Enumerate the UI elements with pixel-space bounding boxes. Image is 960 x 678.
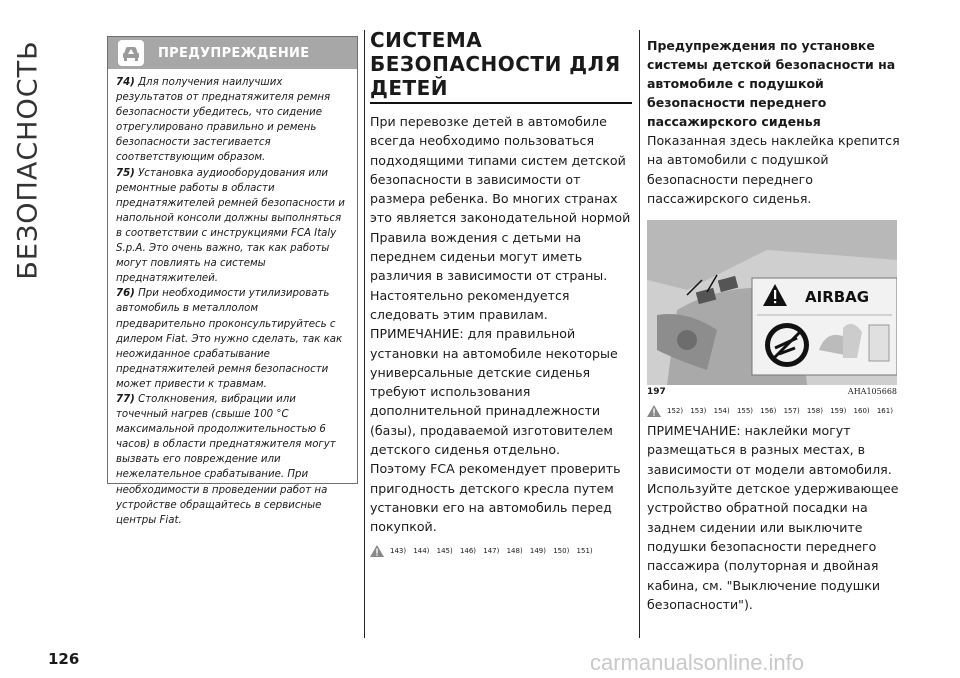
warning-refs <box>647 405 912 417</box>
child-safety-column <box>370 28 632 557</box>
warning-item-number: 76) <box>116 288 135 300</box>
airbag-column <box>647 36 912 614</box>
figure-number: 197 <box>647 387 666 398</box>
warning-item <box>116 392 349 528</box>
car-interior-image <box>647 220 897 385</box>
intro-text: Показанная здесь наклейка крепится на автомобили с подушкой безопасности переднего пассажирского сиденья. <box>647 133 900 206</box>
warning-item-text: Установка аудиооборудования или ремонтные работы в области преднатяжителей ремней безопасности и напольной консоли должны выполняться в соответствии с инструкциями FCA Italy S.p.A. Это очень важно, так как работы могут повлиять на системы преднатяжителей. <box>116 167 345 285</box>
warning-item-text: При необходимости утилизировать автомобиль в металлолом предварительно проконсультируйтесь с дилером Fiat. Это нужно сделать, так как неожиданное срабатывание преднатяжителей ремня безопасности может привести к травмам. <box>116 288 343 390</box>
warning-title: ПРЕДУПРЕЖДЕНИЕ <box>158 45 310 61</box>
paragraph: При перевозке детей в автомобиле всегда необходимо пользоваться подходящими типами систем детской безопасности в зависимости от размера ребенка. Во многих странах это является законодательной нормой Правила вождения с детьми на переднем сиденьи могут иметь различия в зависимости от страны. Настоятельно рекомендуется следовать этим правилам. <box>370 114 631 322</box>
warning-refs <box>370 545 632 557</box>
figure-code: AHA105668 <box>847 387 897 397</box>
column-divider <box>364 30 365 638</box>
warning-item-number: 74) <box>116 77 135 88</box>
warning-item-number: 75) <box>116 167 135 179</box>
heading-rule <box>370 102 632 104</box>
car-warning-icon <box>118 40 144 66</box>
column-divider <box>639 30 640 638</box>
watermark: carmanualsonline.info <box>590 650 805 675</box>
warning-item <box>116 166 349 287</box>
paragraph: ПРИМЕЧАНИЕ: для правильной установки на автомобиле некоторые универсальные детские сиденья требуют использования дополнительной принадлежности (базы), продаваемой изготовителем детского сиденья отдельно. <box>370 326 618 458</box>
warning-box <box>107 36 358 526</box>
warning-triangle-icon <box>647 405 661 417</box>
warning-item <box>116 75 349 166</box>
section-body <box>370 112 632 537</box>
section-tab-label: БЕЗОПАСНОСТЬ <box>12 40 44 280</box>
warning-item-text: Столкновения, вибрации или точечный нагрев (свыше 100 °C максимальной продолжительностью 6 часов) в области преднатяжителя могут вызвать его повреждение или нежелательное срабатывание. При необходимости в проведении работ на устройстве обращайтесь в сервисные центры Fiat. <box>116 393 336 526</box>
section-tab <box>8 30 48 280</box>
figure-caption <box>647 387 897 397</box>
note-text: ПРИМЕЧАНИЕ: наклейки могут размещаться в разных местах, в зависимости от модели автомобиля. Используйте детское удерживающее устройство обратной посадки на заднем сидении или выключите подушки безопасности переднего пассажира (полуторная и двойная кабина, см. "Выключение подушки безопасности"). <box>647 423 899 612</box>
warning-item <box>116 286 349 392</box>
paragraph: Поэтому FCA рекомендует проверить пригодность детского кресла путем установки его на автомобиль перед покупкой. <box>370 461 621 535</box>
airbag-label: AIRBAG <box>805 288 870 307</box>
refs-list: 143) 144) 145) 146) 147) 148) 149) 150) 151) <box>390 546 593 555</box>
warning-item-number: 77) <box>116 393 135 405</box>
warning-body <box>108 69 357 528</box>
page-number: 126 <box>48 650 80 668</box>
airbag-label-photo <box>647 220 897 385</box>
warning-item-text: Для получения наилучших результатов от преднатяжителя ремня безопасности убедитесь, что сидение отрегулировано правильно и ремень безопасности застегивается соответствующим образом. <box>116 77 331 164</box>
subheading: Предупреждения по установке системы детской безопасности на автомобиле с подушкой безопасности переднего пассажирского сиденья <box>647 38 896 129</box>
warning-header <box>108 37 357 69</box>
section-heading: СИСТЕМА БЕЗОПАСНОСТИ ДЛЯ ДЕТЕЙ <box>370 28 621 100</box>
warning-triangle-icon <box>370 545 384 557</box>
refs-list: 152) 153) 154) 155) 156) 157) 158) 159) 160) 161) <box>667 407 893 416</box>
